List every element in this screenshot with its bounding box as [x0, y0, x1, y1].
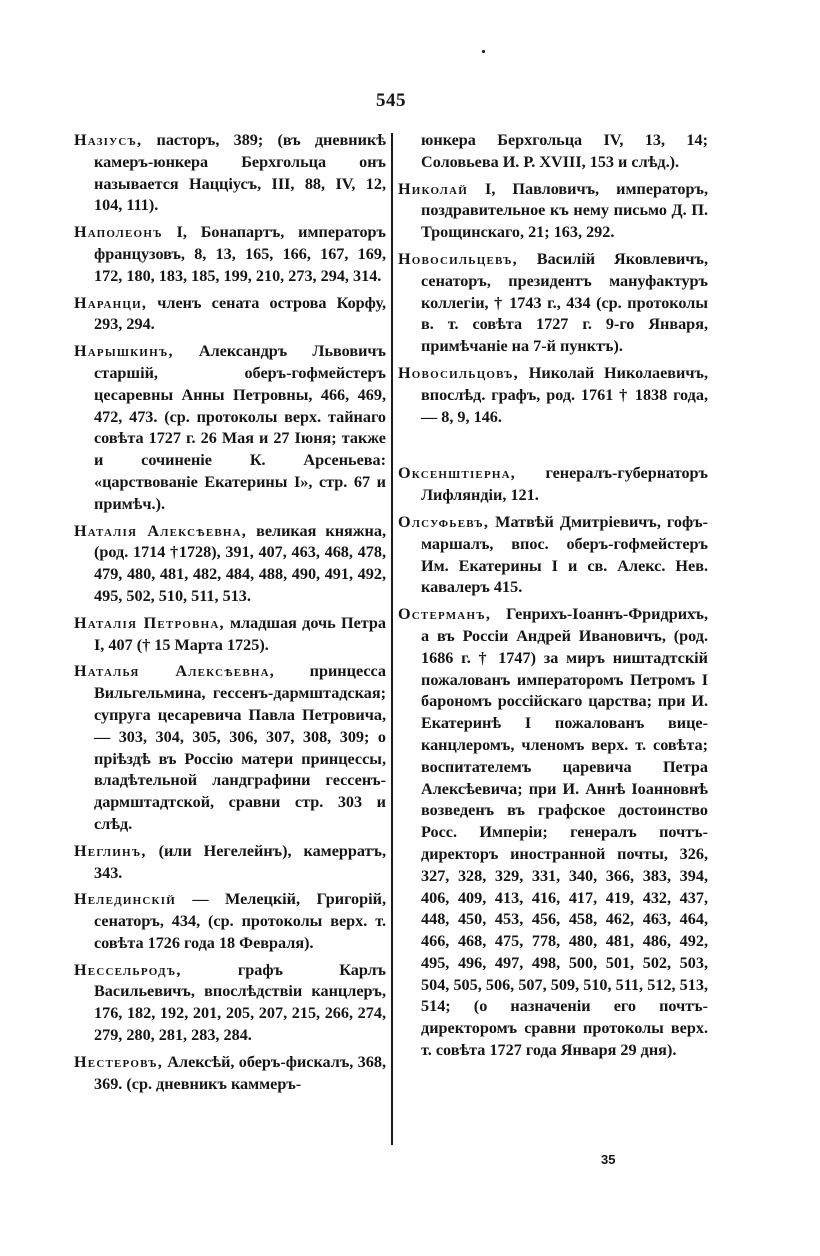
entry-continuation: юнкера Берхгольца IV, 13, 14; Соловьева И. Р. XVIII, 153 и слѣд.). [421, 131, 708, 171]
index-entry [74, 613, 386, 657]
index-column-right [398, 130, 708, 1067]
entry-text: I, Бонапартъ, императоръ французовъ, 8, 13, 165, 166, 167, 169, 172, 180, 183, 185, 199, 210, 273, 294, 314. [94, 223, 386, 285]
index-entry [74, 130, 386, 217]
page-number: 545 [376, 90, 406, 111]
index-entry [398, 512, 708, 599]
entry-headword: Николай [398, 179, 468, 198]
entry-headword: Наранци, [74, 293, 148, 312]
entry-headword: Остерманъ, [398, 605, 492, 624]
entry-headword: Новосильцевъ, [398, 249, 518, 268]
entry-headword: Наполеонъ [74, 223, 163, 242]
index-entry [74, 341, 386, 515]
index-column-left [74, 130, 386, 1100]
section-gap [398, 433, 708, 463]
index-entry [74, 841, 386, 885]
index-entry [398, 463, 708, 507]
index-entry [74, 889, 386, 954]
entry-text: принцесса Вильгельмина, гессенъ-дармштадская; супруга цесаревича Павла Петровича, — 303, 304, 305, 306, 307, 308, 309; о прiѣздѣ въ Россiю матери принцессы, владѣтельной ландграфини гессенъ-дармштадтской, сравни стр. 303 и слѣд. [94, 662, 386, 833]
index-entry [74, 1052, 386, 1096]
entry-text: членъ сената острова Корфу, 293, 294. [94, 293, 386, 334]
entry-text: младшая дочь Петра I, 407 († 15 Марта 1725). [94, 613, 387, 654]
index-entry [398, 363, 708, 428]
index-entry [74, 222, 386, 287]
entry-text: Алексѣй, оберъ-фискалъ, 368, 369. (ср. дневникъ каммеръ- [94, 1052, 386, 1093]
index-entry [74, 293, 386, 337]
entry-text: генералъ-губернаторъ Лифляндiи, 121. [421, 464, 708, 505]
entry-headword: Олсуфьевъ, [398, 512, 490, 531]
entry-text: Николай Николаевичъ, впослѣд. графъ, род. 1761 † 1838 года, — 8, 9, 146. [421, 363, 708, 426]
index-entry [74, 521, 386, 608]
entry-headword: Наталья Алексѣевна, [74, 662, 276, 681]
column-divider [391, 133, 393, 1145]
entry-text: — Мелецкiй, Григорiй, сенаторъ, 434, (ср. протоколы верх. т. совѣта 1726 года 18 Февраля). [94, 890, 386, 952]
scan-speck [482, 50, 485, 53]
index-entry [398, 179, 708, 244]
index-entry [398, 604, 708, 1062]
printer-signature-mark: 35 [601, 1152, 616, 1167]
entry-text: Генрихъ-Iоаннъ-Фридрихъ, а въ Россiи Андрей Ивановичъ, (род. 1686 г. † 1747) за миръ ништадтскiй пожалованъ императоромъ Петромъ I барономъ россiйскаго царства; при И. Екатеринѣ I пожалованъ вице-канцлеромъ, членомъ верх. т. совѣта; воспитателемъ царевича Петра Алексѣевича; при И. Аннѣ Iоанновнѣ возведенъ въ графское достоинство Росс. Имперiи; генералъ почтъ-директоръ иностранной почты, 326, 327, 328, 329, 331, 340, 366, 383, 394, 406, 409, 413, 416, 417, 419, 432, 437, 448, 450, 453, 456, 458, 462, 463, 464, 466, 468, 475, 778, 480, 481, 486, 492, 495, 496, 497, 498, 500, 501, 502, 503, 504, 505, 506, 507, 509, 510, 511, 512, 513, 514; (о назначенiи его почтъ-директоромъ сравни протоколы верх. т. совѣта 1727 года Января 29 дня). [421, 605, 708, 1060]
entry-headword: Нарышкинъ, [74, 342, 174, 361]
entry-headword: Наталiя Алексѣевна, [74, 521, 248, 540]
entry-headword: Нелединскiй [74, 890, 176, 909]
entry-text: графъ Карлъ Васильевичъ, впослѣдствiи канцлеръ, 176, 182, 192, 201, 205, 207, 215, 266, 274, 279, 280, 281, 283, 284. [94, 960, 386, 1045]
entry-text: I, Павловичъ, императоръ, поздравительное къ нему письмо Д. П. Трощинскаго, 21; 163, 292. [421, 179, 708, 242]
index-entry [74, 960, 386, 1047]
entry-headword: Новосильцовъ, [398, 363, 519, 382]
entry-text: Александръ Львовичъ старшiй, оберъ-гофмейстеръ цесаревны Анны Петровны, 466, 469, 472, 473. (ср. протоколы верх. тайнаго совѣта 1727 г. 26 Мая и 27 Iюня; также и сочиненiе К. Арсеньева: «царствованiе Екатерины I», стр. 67 и примѣч.). [94, 342, 386, 513]
entry-headword: Нестеровъ, [74, 1052, 163, 1071]
entry-text: (или Негелейнъ), камерратъ, 343. [94, 841, 386, 882]
index-entry [74, 661, 386, 835]
entry-text: Василiй Яковлевичъ, сенаторъ, президентъ мануфактуръ коллегiи, † 1743 г., 434 (ср. протоколы в. т. совѣта 1727 г. 9-го Января, примѣчанiе на 7-й пунктъ). [421, 249, 708, 356]
entry-text: великая княжна, (род. 1714 †1728), 391, 407, 463, 468, 478, 479, 480, 481, 482, 484, 488, 490, 491, 492, 495, 502, 510, 511, 513. [94, 521, 386, 605]
entry-text: пасторъ, 389; (въ дневникѣ камеръ-юнкера Берхгольца онъ называется Нацціусъ, III, 88, IV, 12, 104, 111). [94, 131, 386, 215]
entry-headword: Наталiя Петровна, [74, 613, 225, 632]
entry-headword: Нессельродъ, [74, 960, 182, 979]
entry-headword: Назiусъ, [74, 131, 143, 149]
entry-headword: Неглинъ, [74, 841, 147, 860]
entry-text: Матвѣй Дмитрiевичъ, гофъ-маршалъ, впос. оберъ-гофмейстеръ Им. Екатерины I и св. Алекс. Нев. кавалеръ 415. [421, 512, 708, 597]
index-entry [398, 249, 708, 358]
entry-headword: Оксенштiерна, [398, 464, 517, 483]
